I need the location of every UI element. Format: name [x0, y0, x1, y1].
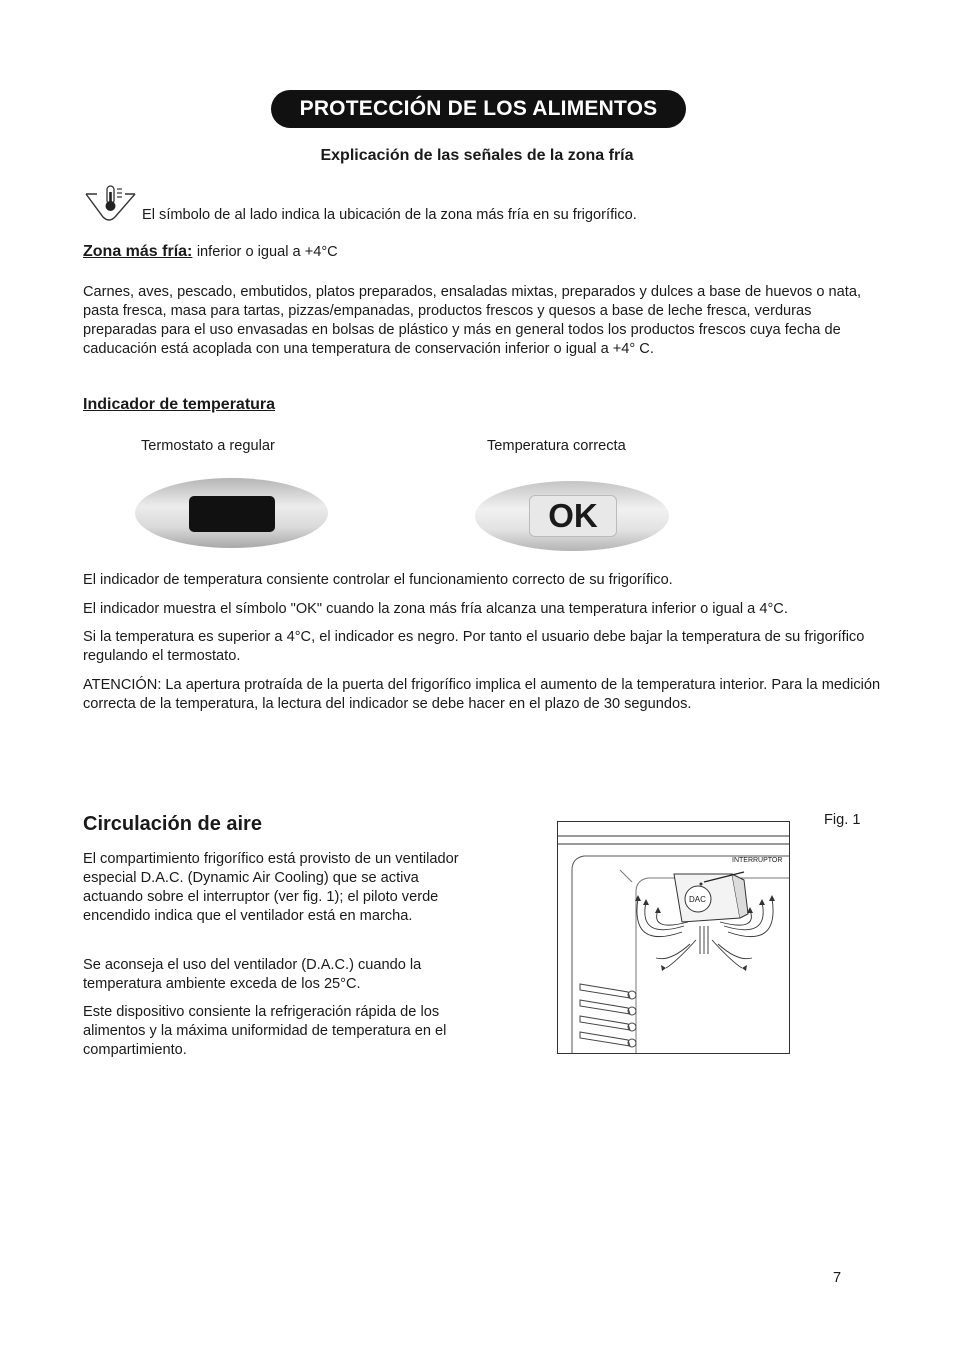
fig-switch-label: INTERRUPTOR	[732, 857, 783, 864]
indicator-paragraph-4: ATENCIÓN: La apertura protraída de la puerta del frigorífico implica el aumento de la temperatura interior. Para la medición correcta de la temperatura, la lectura del indicador se debe hacer en el plazo de 30 segundos.	[83, 677, 881, 712]
indicator-paragraph-2: El indicador muestra el símbolo "OK" cuando la zona más fría alcanza una temperatura inferior o igual a 4°C.	[83, 601, 788, 617]
indicator-ok-window: OK	[529, 495, 617, 537]
fig-dac-label: DAC	[689, 895, 706, 904]
zone-line	[83, 243, 338, 261]
zone-label: Zona más fría:	[83, 243, 193, 260]
section-subtitle: Explicación de las señales de la zona fría	[320, 147, 634, 164]
zone-description: Carnes, aves, pescado, embutidos, platos preparados, ensaladas mixtas, preparados y dulces a base de huevos o nata, pasta fresca, masa para tartas, pizzas/empanadas, productos frescos y quesos a base de leche fresca, verduras preparadas para el uso envasadas en bolsas de plástico y más en general todos los productos frescos cuya fecha de caducación está acoplada con una temperatura de conservación inferior o igual a +4° C.	[83, 284, 861, 357]
indicator-paragraph-3: Si la temperatura es superior a 4°C, el indicador es negro. Por tanto el usuario debe bajar la temperatura de su frigorífico regulando el termostato.	[83, 629, 865, 664]
zone-value: inferior o igual a +4°C	[196, 244, 338, 260]
indicator-paragraph-1: El indicador de temperatura consiente controlar el funcionamiento correcto de su frigorífico.	[83, 572, 673, 588]
fig-label: Fig. 1	[824, 812, 861, 828]
indicator-label-left: Termostato a regular	[141, 438, 275, 454]
indicator-black-window	[189, 496, 275, 532]
circulation-paragraph-3: Este dispositivo consiente la refrigeración rápida de los alimentos y la máxima uniformidad de temperatura en el compartimiento.	[83, 1004, 447, 1058]
circulation-title: Circulación de aire	[83, 813, 262, 835]
page-number: 7	[833, 1270, 842, 1286]
circulation-paragraph-1: El compartimiento frigorífico está provisto de un ventilador especial D.A.C. (Dynamic Air Cooling) que se activa actuando sobre el interruptor (ver fig. 1); el piloto verde encendido indica que el ventilador está en marcha.	[83, 851, 459, 924]
cold-zone-icon	[83, 184, 139, 224]
indicator-black-image	[135, 478, 328, 548]
section-banner: PROTECCIÓN DE LOS ALIMENTOS	[271, 90, 686, 128]
indicator-ok-image	[475, 481, 669, 551]
fridge-diagram	[557, 821, 790, 1054]
indicator-label-right: Temperatura correcta	[487, 438, 626, 454]
circulation-paragraph-2: Se aconseja el uso del ventilador (D.A.C.) cuando la temperatura ambiente exceda de los 25°C.	[83, 957, 422, 992]
symbol-explanation: El símbolo de al lado indica la ubicación de la zona más fría en su frigorífico.	[142, 207, 637, 223]
indicator-heading: Indicador de temperatura	[83, 396, 276, 413]
